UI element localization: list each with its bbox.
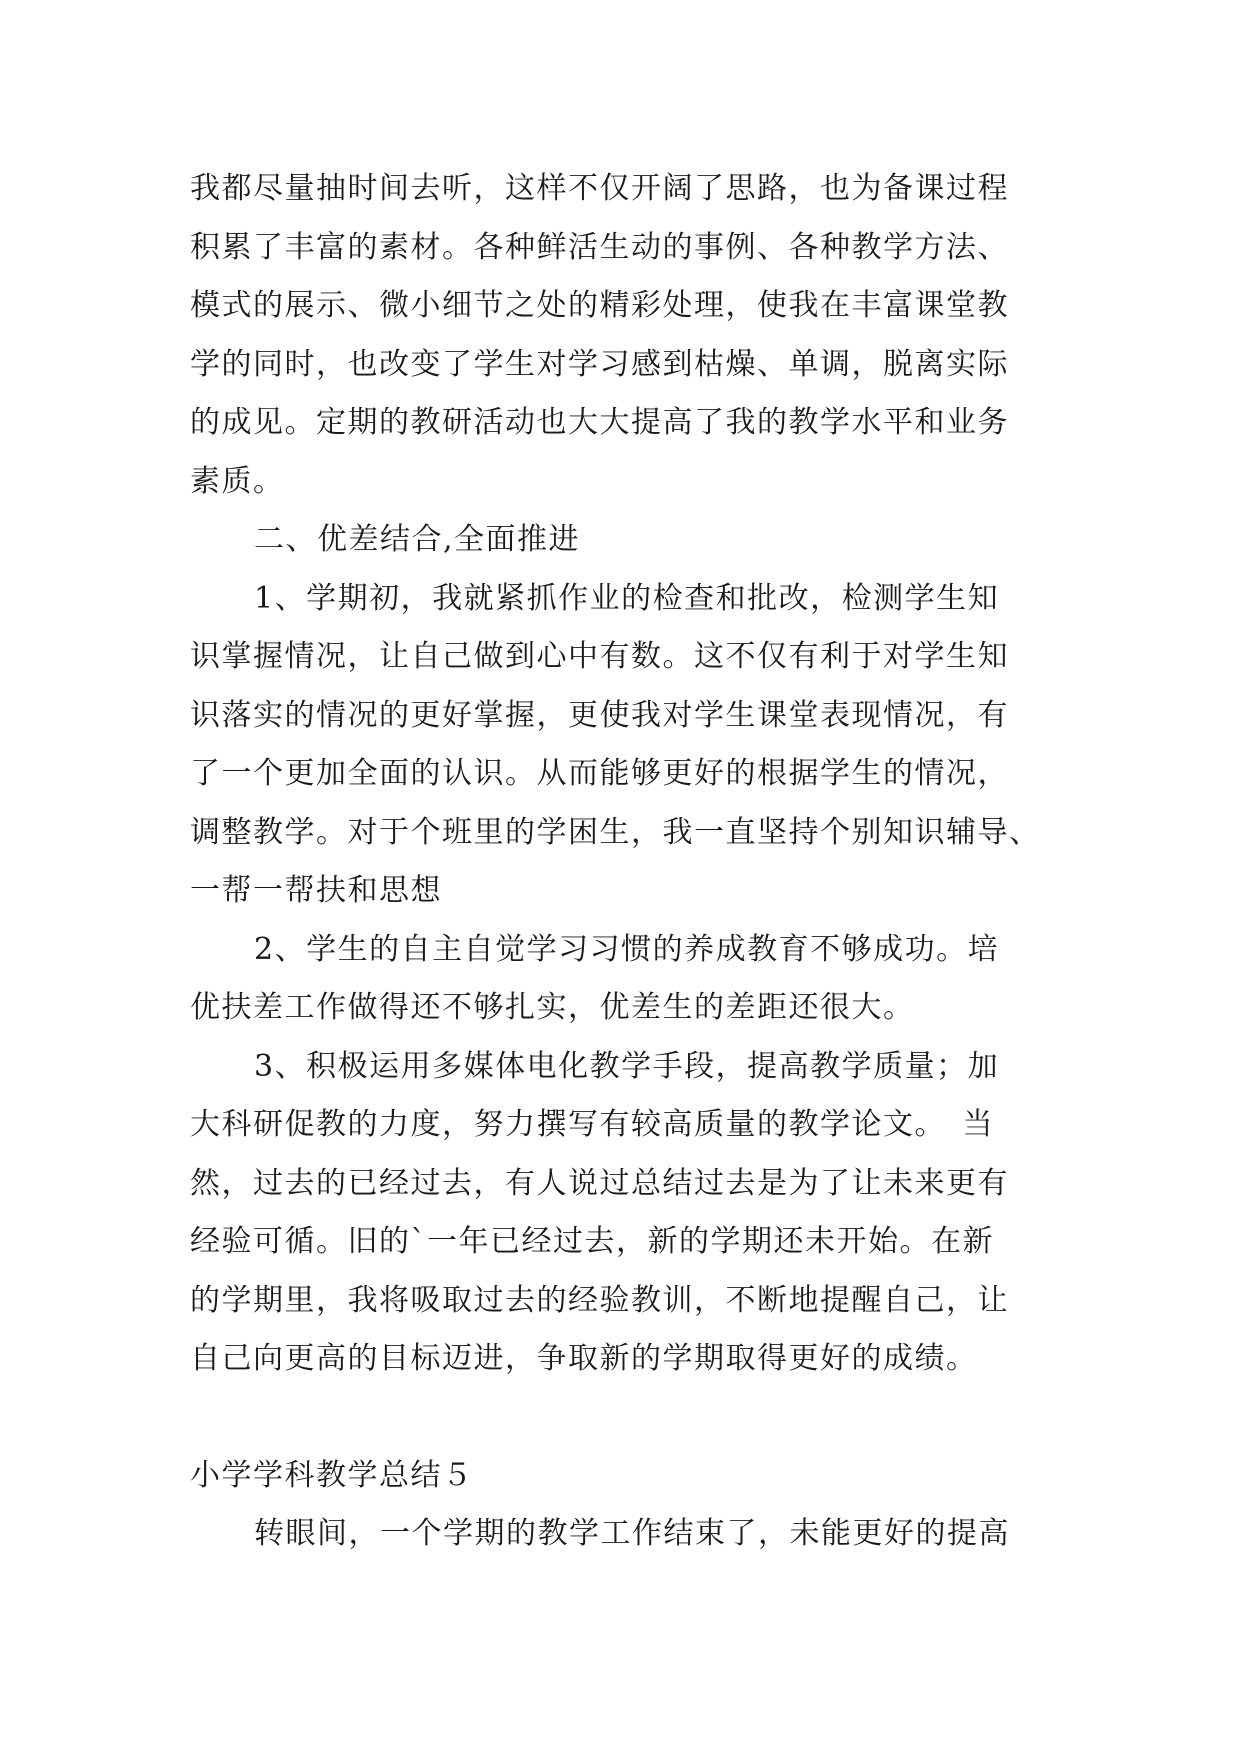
section-heading: 二、优差结合,全面推进 — [254, 522, 581, 557]
paragraph-item-2 — [190, 921, 1050, 1038]
text-line: 经验可循。旧的`一年已经过去，新的学期还未开始。在新 — [190, 1224, 994, 1259]
spacer — [190, 1389, 1050, 1447]
paragraph-item-1 — [190, 570, 1050, 921]
text-line: 识落实的情况的更好掌握，更使我对学生课堂表现情况，有 — [190, 697, 1009, 733]
text-line: 我都尽量抽时间去听，这样不仅开阔了思路，也为备课过程 — [190, 171, 1009, 206]
text-line: 积累了丰富的素材。各种鲜活生动的事例、各种教学方法、 — [190, 229, 1009, 265]
text-line: 2、学生的自主自觉学习习惯的养成教育不够成功。培 — [254, 931, 1000, 967]
text-line: 了一个更加全面的认识。从而能够更好的根据学生的情况， — [190, 756, 1009, 791]
text-line: 大科研促教的力度，努力撰写有较高质量的教学论文。 当 — [190, 1107, 994, 1142]
text-line: 素质。 — [190, 463, 285, 499]
text-line: 学的同时，也改变了学生对学习感到枯燥、单调，脱离实际 — [190, 346, 1009, 382]
text-line: 识掌握情况，让自己做到心中有数。这不仅有利于对学生知 — [190, 639, 1009, 674]
paragraph-continued — [190, 160, 1050, 511]
text-line: 优扶差工作做得还不够扎实，优差生的差距还很大。 — [190, 990, 915, 1025]
text-line: 模式的展示、微小细节之处的精彩处理，使我在丰富课堂教 — [190, 288, 1009, 323]
text-line: 自己向更高的目标迈进，争取新的学期取得更好的成绩。 — [190, 1341, 978, 1376]
text-line: 一帮一帮扶和思想 — [190, 873, 442, 908]
text-line: 1、学期初，我就紧抓作业的检查和批改，检测学生知 — [254, 580, 1000, 616]
next-section-title: 小学学科教学总结５ — [190, 1457, 474, 1493]
text-line: 3、积极运用多媒体电化教学手段，提高教学质量；加 — [254, 1048, 1000, 1084]
paragraph-item-3 — [190, 1038, 1050, 1389]
text-line: 的成见。定期的教研活动也大大提高了我的教学水平和业务 — [190, 405, 1009, 440]
document-body — [190, 160, 1050, 1564]
text-line: 转眼间，一个学期的教学工作结束了，未能更好的提高 — [254, 1516, 1010, 1551]
text-line: 调整教学。对于个班里的学困生，我一直坚持个别知识辅导、 — [190, 814, 1041, 850]
text-line: 然，过去的已经过去，有人说过总结过去是为了让未来更有 — [190, 1165, 1009, 1201]
text-line: 的学期里，我将吸取过去的经验教训，不断地提醒自己，让 — [190, 1282, 1009, 1318]
